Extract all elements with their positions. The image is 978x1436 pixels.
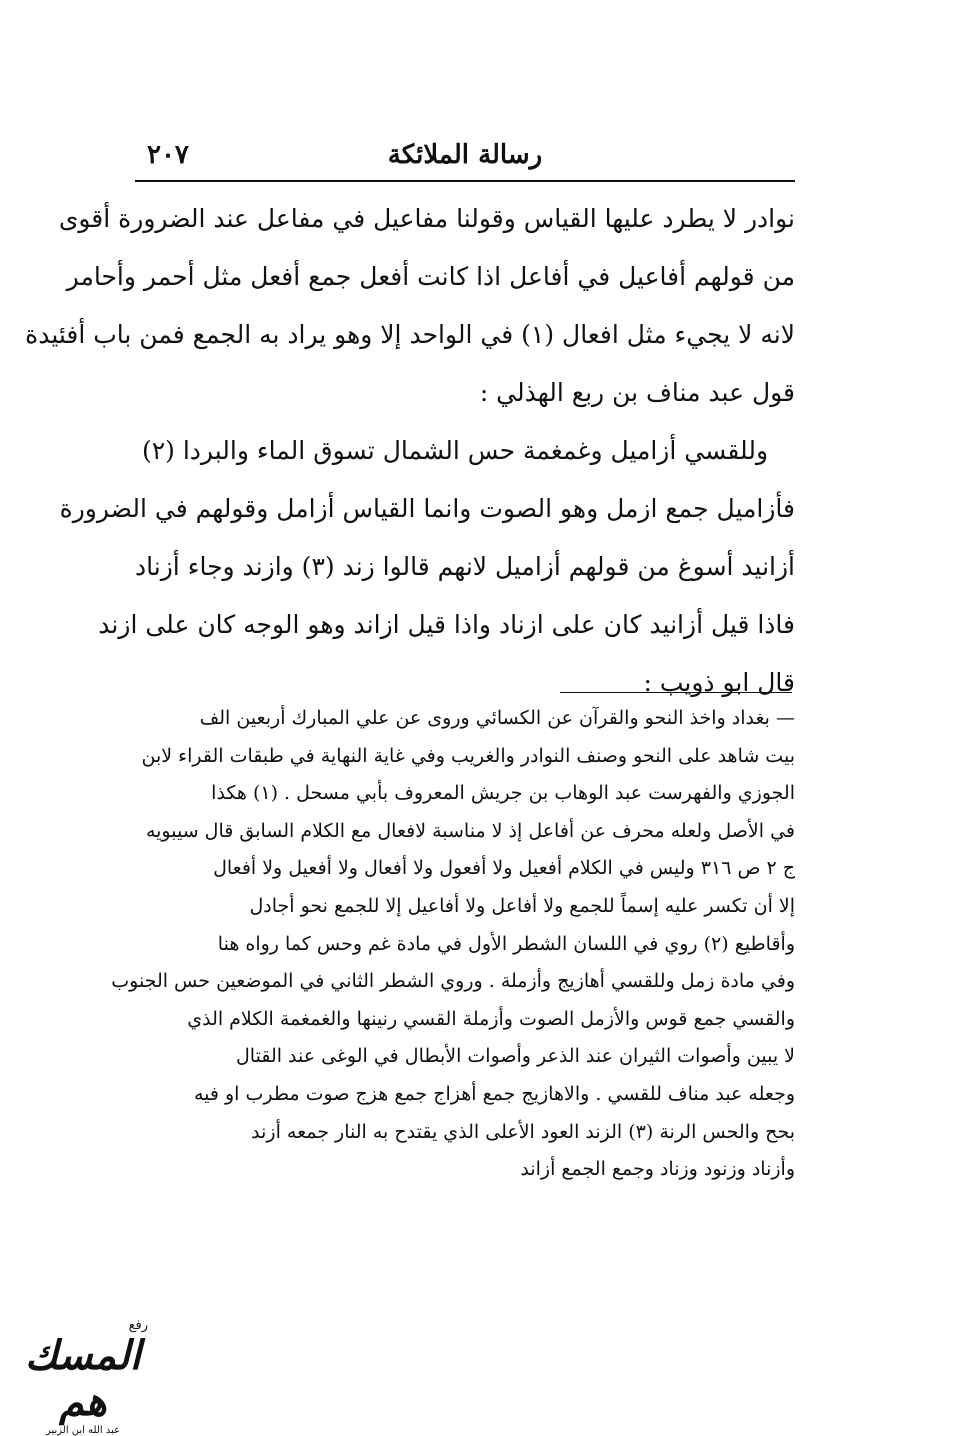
main-line: أزانيد أسوغ من قولهم أزاميل لانهم قالوا زند (٣) وازند وجاء أزناد (135, 552, 795, 581)
footnote-line: وأقاطيع (٢) روي في اللسان الشطر الأول في مادة غم وحس كما رواه هنا (217, 932, 795, 955)
footnote-line: — بغداد واخذ النحو والقرآن عن الكسائي وروى عن علي المبارك أربعين الف (199, 707, 795, 729)
footnote-line: وفي مادة زمل وللقسي أهازيج وأزملة . وروي الشطر الثاني في الموضعين حس الجنوب (111, 970, 795, 993)
footnote-line: بحح والحس الرنة (٣) الزند العود الأعلى الذي يقتدح به النار جمعه أزند (251, 1120, 795, 1143)
footnote-line: الجوزي والفهرست عبد الوهاب بن جريش المعروف بأبي مسحل . (١) هكذا (211, 782, 795, 805)
footnote-line: وأزناد وزنود وزناد وجمع الجمع أزاند (520, 1158, 795, 1181)
footnotes (111, 700, 795, 1189)
running-title: رسالة الملائكة (387, 140, 543, 170)
running-header (135, 138, 795, 180)
seal-small-text: رفع (128, 1318, 148, 1333)
footnote-line: إلا أن تكسر عليه إسماً للجمع ولا أفاعل ولا أفاعيل إلا للجمع نحو أجادل (249, 894, 795, 917)
library-seal (8, 1318, 158, 1436)
footnote-line: ج ٢ ص ٣١٦ وليس في الكلام أفعيل ولا أفعول ولا أفعال ولا أفعيل ولا أفعال (213, 857, 795, 880)
main-line: فأزاميل جمع ازمل وهو الصوت وانما القياس أزامل وقولهم في الضرورة (59, 494, 795, 523)
verse-line: وللقسي أزاميل وغمغمة حس الشمال تسوق الماء والبردا (٢) (141, 436, 769, 465)
main-line: قول عبد مناف بن ربع الهذلي : (479, 378, 795, 407)
page-number: ٢٠٧ (147, 140, 189, 170)
main-text (25, 190, 795, 712)
footnote-rule (560, 692, 792, 693)
footnote-line: في الأصل ولعله محرف عن أفاعل إذ لا مناسبة لافعال مع الكلام السابق قال سيبويه (145, 819, 795, 842)
seal-tiny-text: عبد الله ابن الزبير (45, 1425, 121, 1436)
main-line: قال ابو ذويب : (643, 668, 795, 697)
main-line: من قولهم أفاعيل في أفاعل اذا كانت أفعل جمع أفعل مثل أحمر وأحامر (66, 262, 795, 291)
main-line: فاذا قيل أزانيد كان على ازناد واذا قيل ازاند وهو الوجه كان على ازند (98, 610, 795, 639)
seal-main-text: المسك هم (25, 1332, 141, 1425)
footnote-line: وجعله عبد مناف للقسي . والاهازيج جمع أهزاج جمع هزج صوت مطرب او فيه (193, 1082, 795, 1105)
footnote-line: بيت شاهد على النحو وصنف النوادر والغريب وفي غاية النهاية في طبقات القراء لابن (141, 744, 795, 767)
header-rule (135, 180, 795, 182)
main-line: لانه لا يجيء مثل افعال (١) في الواحد إلا وهو يراد به الجمع فمن باب أفئيدة (25, 320, 795, 349)
footnote-line: لا يبين وأصوات الثيران عند الذعر وأصوات الأبطال في الوغى عند القتال (236, 1045, 795, 1068)
footnote-line: والقسي جمع قوس والأزمل الصوت وأزملة القسي رنينها والغمغمة الكلام الذي (187, 1007, 795, 1030)
main-line: نوادر لا يطرد عليها القياس وقولنا مفاعيل في مفاعل عند الضرورة أقوى (58, 204, 795, 233)
